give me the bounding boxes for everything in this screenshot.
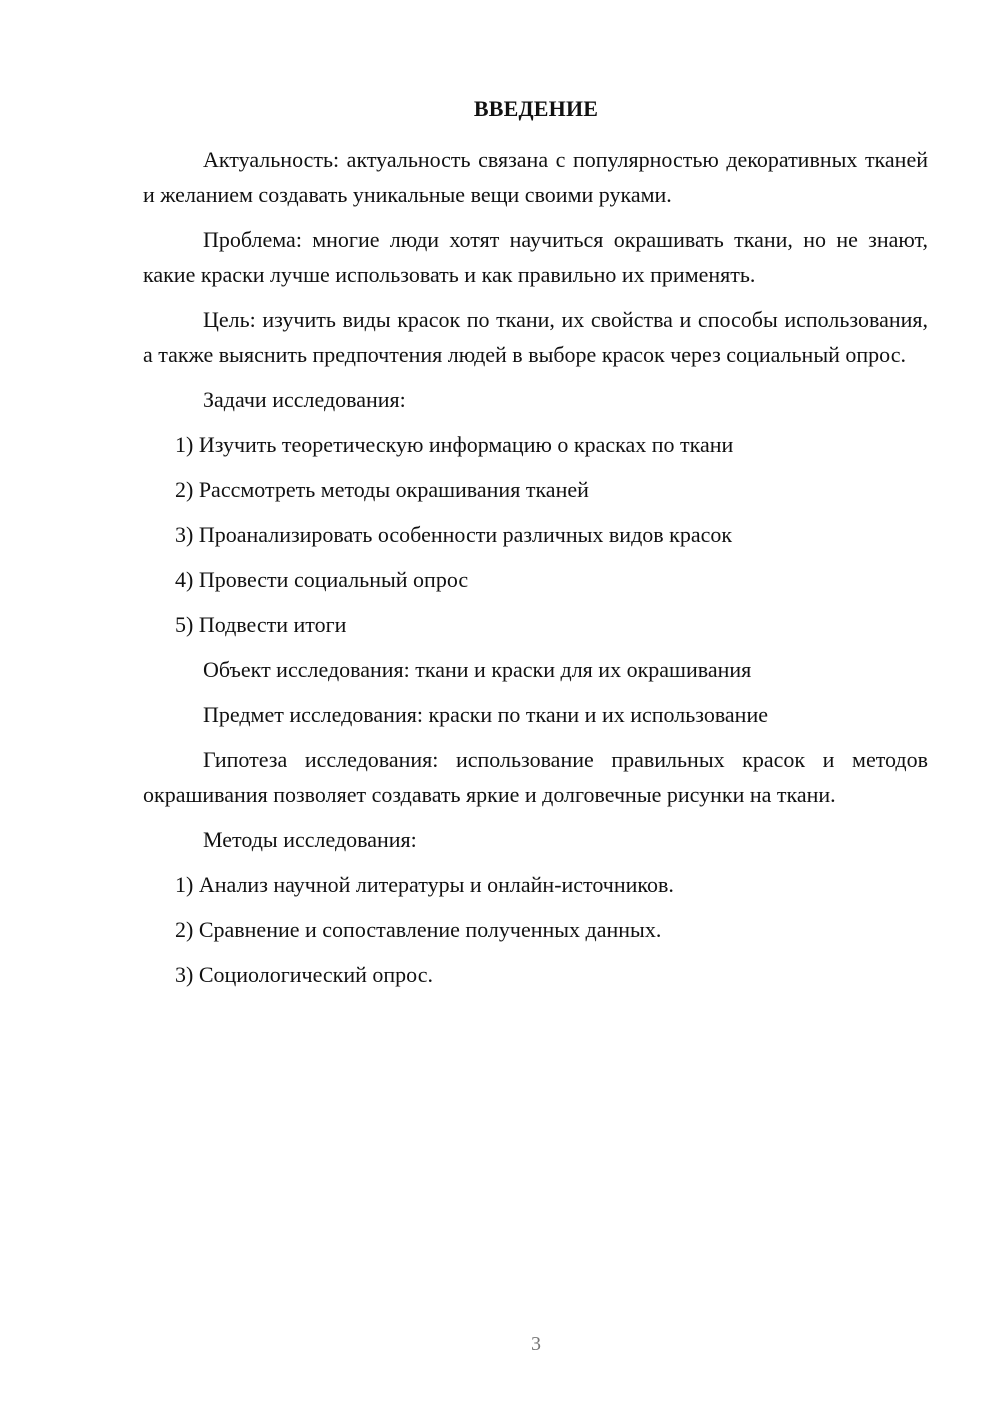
paragraph-goal: Цель: изучить виды красок по ткани, их свойства и способы использования, а также выяснить предпочтения людей в выборе красок через социальный опрос. [143, 307, 928, 367]
methods-list [143, 867, 928, 992]
list-item: 5) Подвести итоги [175, 612, 347, 637]
list-item: 4) Провести социальный опрос [175, 567, 469, 592]
list-item: 3) Проанализировать особенности различных видов красок [175, 522, 733, 547]
methods-heading: Методы исследования: [203, 827, 417, 852]
tasks-list [143, 427, 928, 642]
page-title: ВВЕДЕНИЕ [473, 96, 599, 121]
list-item: 3) Социологический опрос. [175, 962, 433, 987]
paragraph-hypothesis: Гипотеза исследования: использование правильных красок и методов окрашивания позволяет создавать яркие и долговечные рисунки на ткани. [143, 747, 928, 807]
list-item: 2) Сравнение и сопоставление полученных данных. [175, 917, 662, 942]
paragraph-relevance: Актуальность: актуальность связана с популярностью декоративных тканей и желанием создавать уникальные вещи своими руками. [143, 147, 928, 207]
paragraph-object: Объект исследования: ткани и краски для их окрашивания [203, 657, 752, 682]
list-item: 1) Изучить теоретическую информацию о красках по ткани [175, 432, 734, 457]
page-number: 3 [531, 1333, 541, 1355]
paragraph-problem: Проблема: многие люди хотят научиться окрашивать ткани, но не знают, какие краски лучше использовать и как правильно их применять. [143, 227, 928, 287]
paragraph-subject: Предмет исследования: краски по ткани и их использование [203, 702, 768, 727]
list-item: 1) Анализ научной литературы и онлайн-источников. [175, 872, 674, 897]
document-body [143, 142, 928, 1002]
list-item: 2) Рассмотреть методы окрашивания тканей [175, 477, 589, 502]
tasks-heading: Задачи исследования: [203, 387, 406, 412]
